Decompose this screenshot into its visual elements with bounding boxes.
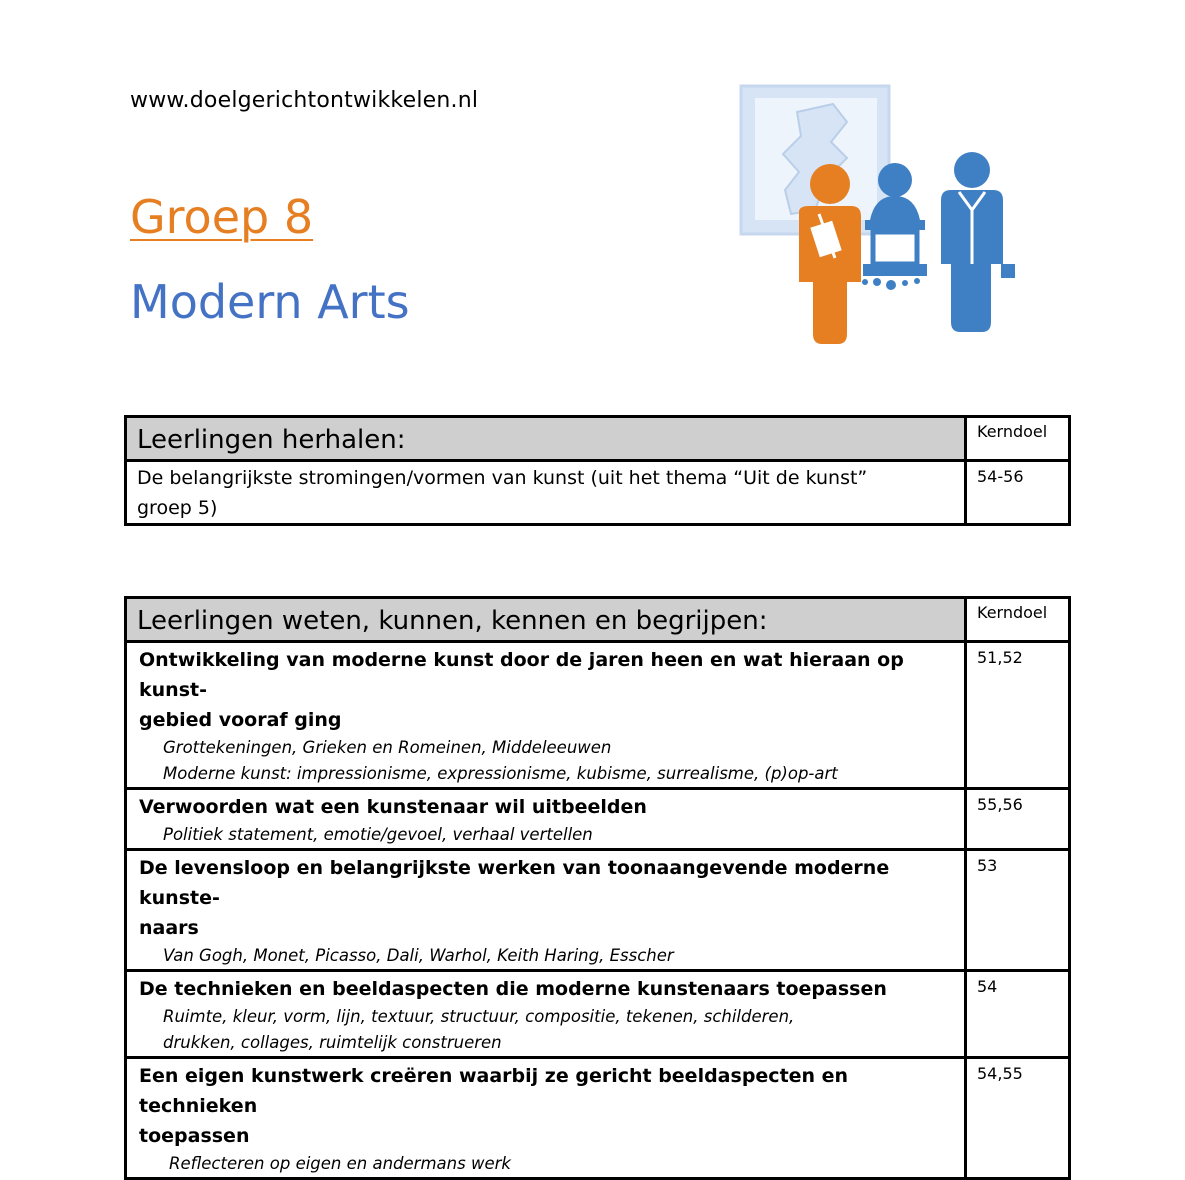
kerndoel-header (966, 598, 1070, 642)
row-description (126, 850, 966, 971)
pedestal-base (863, 264, 927, 276)
kerndoel-header (966, 417, 1070, 461)
blue-visitor-head (954, 152, 990, 188)
row-description (126, 1058, 966, 1179)
table-row (126, 461, 1070, 525)
row-title: toepassen (139, 1125, 250, 1147)
museum-visitors-icon (735, 82, 1035, 352)
table-header-row (126, 598, 1070, 642)
kerndoel-cell (966, 789, 1070, 850)
website-url: www.doelgerichtontwikkelen.nl (130, 88, 479, 113)
row-title: gebied vooraf ging (139, 709, 342, 731)
table-row (126, 789, 1070, 850)
kerndoel-label: Kerndoel (977, 603, 1048, 622)
row-subtext: Van Gogh, Monet, Picasso, Dali, Warhol, Keith Haring, Esscher (163, 946, 674, 965)
pedestal-body (873, 232, 917, 264)
pedestal-top (865, 220, 925, 230)
row-title: Verwoorden wat een kunstenaar wil uitbeelden (139, 796, 647, 818)
kerndoel-value: 54-56 (977, 467, 1024, 486)
bust-head (878, 163, 912, 197)
hat-in-hand (1001, 264, 1015, 278)
kerndoel-value: 54 (977, 977, 998, 996)
kerndoel-cell (966, 971, 1070, 1058)
kerndoel-value: 51,52 (977, 648, 1023, 667)
repeat-table (124, 415, 1071, 526)
row-subtext: drukken, collages, ruimtelijk construeren (163, 1033, 502, 1052)
kerndoel-value: 54,55 (977, 1064, 1023, 1083)
row-title: Ontwikkeling van moderne kunst door de jaren heen en wat hieraan op kunst- (139, 649, 904, 701)
kerndoel-cell (966, 850, 1070, 971)
row-subtext: Reflecteren op eigen en andermans werk (169, 1154, 511, 1173)
row-subtext: Moderne kunst: impressionisme, expressionisme, kubisme, surrealisme, (p)op-art (163, 764, 838, 783)
kerndoel-value: 55,56 (977, 795, 1023, 814)
row-subtext: Ruimte, kleur, vorm, lijn, textuur, structuur, compositie, tekenen, schilderen, (163, 1007, 795, 1026)
kerndoel-cell (966, 1058, 1070, 1179)
kerndoel-value: 53 (977, 856, 998, 875)
group-title: Groep 8 (130, 190, 314, 244)
table-row (126, 971, 1070, 1058)
theme-title: Modern Arts (130, 275, 410, 329)
row-title: De levensloop en belangrijkste werken van toonaangevende moderne kunste- (139, 857, 890, 909)
kerndoel-label: Kerndoel (977, 422, 1048, 441)
table-header-row (126, 417, 1070, 461)
table-row (126, 850, 1070, 971)
table-row (126, 1058, 1070, 1179)
learn-table (124, 596, 1071, 1180)
row-description (126, 461, 966, 525)
kerndoel-cell (966, 461, 1070, 525)
kerndoel-cell (966, 642, 1070, 789)
row-text-line: De belangrijkste stromingen/vormen van kunst (uit het thema “Uit de kunst” (137, 467, 868, 489)
table-heading (126, 598, 966, 642)
row-description (126, 789, 966, 850)
row-description (126, 971, 966, 1058)
row-title: naars (139, 917, 199, 939)
heading-text: Leerlingen herhalen: (137, 425, 406, 455)
row-title: Een eigen kunstwerk creëren waarbij ze gericht beeldaspecten en technieken (139, 1065, 849, 1117)
row-subtext: Politiek statement, emotie/gevoel, verhaal vertellen (163, 825, 593, 844)
heading-text: Leerlingen weten, kunnen, kennen en begrijpen: (137, 606, 768, 636)
table-row (126, 642, 1070, 789)
row-subtext: Grottekeningen, Grieken en Romeinen, Middeleeuwen (163, 738, 612, 757)
row-description (126, 642, 966, 789)
orange-visitor-head (810, 164, 850, 204)
table-heading (126, 417, 966, 461)
row-title: De technieken en beeldaspecten die moderne kunstenaars toepassen (139, 978, 887, 1000)
row-text-line: groep 5) (137, 497, 218, 519)
